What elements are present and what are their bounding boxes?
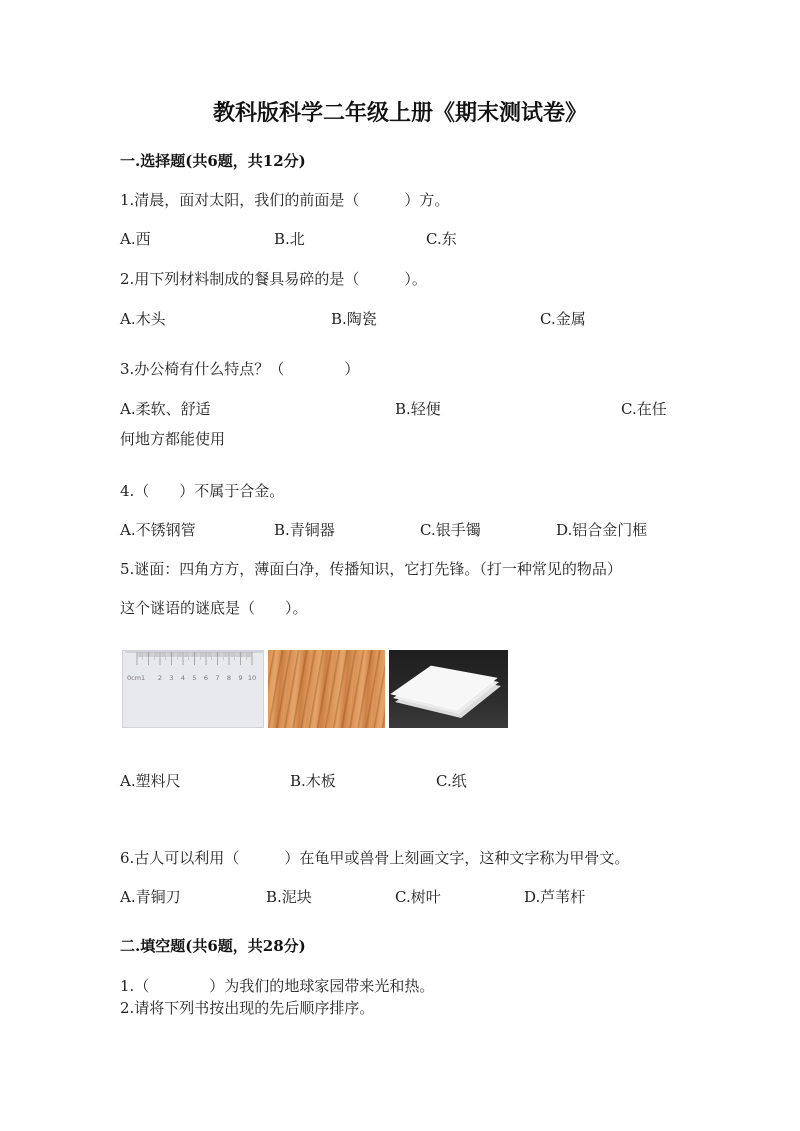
section-heading-fill-blank: 二.填空题(共6题，共28分) bbox=[120, 937, 306, 955]
question-2-option-c: C.金属 bbox=[540, 310, 586, 328]
question-6-option-d: D.芦苇杆 bbox=[524, 888, 586, 906]
page-title: 教科版科学二年级上册《期末测试卷》 bbox=[212, 100, 587, 126]
ruler-tick-label: 9 bbox=[238, 674, 243, 682]
question-stem-2: 2.用下列材料制成的餐具易碎的是（ ）。 bbox=[120, 270, 427, 288]
ruler-tick-label: 10 bbox=[247, 674, 257, 682]
question-3-option-b: B.轻便 bbox=[395, 400, 441, 418]
wood-board-image bbox=[268, 650, 385, 728]
question-4-option-b: B.青铜器 bbox=[274, 521, 335, 539]
question-3-option-a: A.柔软、舒适 bbox=[120, 400, 211, 418]
question-3-option-c-continuation: 何地方都能使用 bbox=[120, 430, 226, 448]
question-stem-5-line1: 5.谜面：四角方方，薄面白净，传播知识，它打先锋。（打一种常见的物品） bbox=[120, 560, 622, 578]
paper-stack-image bbox=[389, 650, 508, 728]
ruler-tick-label: 3 bbox=[169, 674, 174, 682]
question-2-option-b: B.陶瓷 bbox=[331, 310, 377, 328]
ruler-drawing bbox=[123, 651, 264, 728]
ruler-tick-labels bbox=[158, 674, 256, 682]
fill-question-stem-1: 1.（ ）为我们的地球家园带来光和热。 bbox=[120, 977, 435, 995]
question-stem-4: 4.（ ）不属于合金。 bbox=[120, 482, 285, 500]
ruler-tick-label: 8 bbox=[226, 674, 232, 682]
question-2-option-a: A.木头 bbox=[120, 310, 166, 328]
ruler-tick-label: 2 bbox=[157, 674, 163, 682]
question-4-option-c: C.银手镯 bbox=[420, 521, 481, 539]
question-4-option-a: A.不锈钢管 bbox=[120, 521, 196, 539]
question-stem-6: 6.古人可以利用（ ）在龟甲或兽骨上刻画文字，这种文字称为甲骨文。 bbox=[120, 849, 630, 867]
question-4-option-d: D.铝合金门框 bbox=[556, 521, 648, 539]
question-3-option-c: C.在任 bbox=[621, 400, 667, 418]
question-1-option-b: B.北 bbox=[274, 230, 305, 248]
ruler-tick-label: 4 bbox=[180, 674, 186, 682]
question-stem-3: 3.办公椅有什么特点？（ ） bbox=[120, 360, 360, 378]
paper-drawing bbox=[389, 650, 508, 728]
question-6-option-b: B.泥块 bbox=[266, 888, 312, 906]
question-5-option-c: C.纸 bbox=[436, 772, 467, 790]
question-stem-5-line2: 这个谜语的谜底是（ ）。 bbox=[120, 599, 308, 617]
question-6-option-a: A.青铜刀 bbox=[120, 888, 181, 906]
question-stem-1: 1.清晨，面对太阳，我们的前面是（ ）方。 bbox=[120, 191, 450, 209]
ruler-unit-label: 0cm1 bbox=[127, 674, 146, 682]
question-1-option-a: A.西 bbox=[120, 230, 151, 248]
ruler-tick-label: 7 bbox=[215, 674, 220, 682]
question-6-option-c: C.树叶 bbox=[395, 888, 441, 906]
fill-question-stem-2: 2.请将下列书按出现的先后顺序排序。 bbox=[120, 999, 375, 1017]
ruler-image bbox=[122, 650, 264, 728]
question-5-option-a: A.塑料尺 bbox=[120, 772, 181, 790]
ruler-tick-label: 6 bbox=[203, 674, 209, 682]
question-1-option-c: C.东 bbox=[426, 230, 457, 248]
question-5-option-b: B.木板 bbox=[290, 772, 336, 790]
section-heading-choice: 一.选择题(共6题，共12分) bbox=[120, 152, 306, 170]
ruler-tick-label: 5 bbox=[192, 674, 197, 682]
